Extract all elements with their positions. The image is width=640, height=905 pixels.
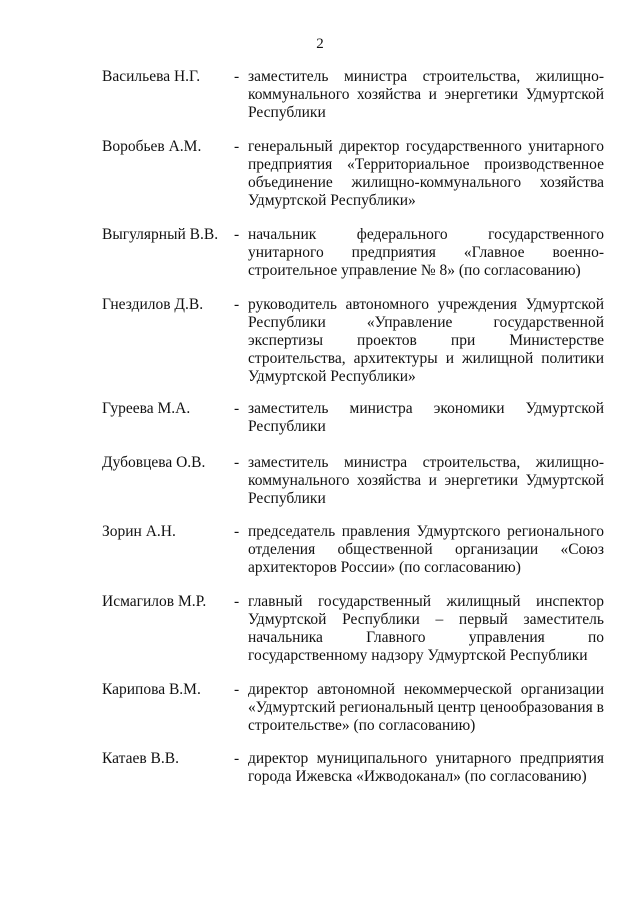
- person-name: Карипова В.М.: [102, 681, 201, 698]
- dash-separator: -: [234, 226, 240, 243]
- person-name: Васильева Н.Г.: [102, 68, 201, 85]
- position-description: начальник федерального государственного унитарного предприятия «Главное военно-строительное управление № 8» (по согласованию): [248, 226, 604, 279]
- person-name: Катаев В.В.: [102, 750, 179, 767]
- position-description: директор автономной некоммерческой организации «Удмуртский региональный центр ценообразования в строительстве» (по согласованию): [248, 681, 604, 734]
- dash-separator: -: [234, 400, 240, 417]
- position-description: директор муниципального унитарного предприятия города Ижевска «Ижводоканал» (по согласованию): [248, 750, 604, 785]
- page-number: 2: [316, 36, 324, 52]
- person-name: Исмагилов М.Р.: [102, 593, 207, 610]
- person-name: Зорин А.Н.: [102, 523, 176, 540]
- dash-separator: -: [234, 296, 240, 313]
- dash-separator: -: [234, 138, 240, 155]
- dash-separator: -: [234, 750, 240, 767]
- dash-separator: -: [234, 681, 240, 698]
- position-description: заместитель министра строительства, жилищно-коммунального хозяйства и энергетики Удмуртской Республики: [248, 454, 604, 507]
- dash-separator: -: [234, 68, 240, 85]
- dash-separator: -: [234, 523, 240, 540]
- person-name: Воробьев А.М.: [102, 138, 202, 155]
- position-description: главный государственный жилищный инспектор Удмуртской Республики – первый заместитель начальника Главного управления по государственному надзору Удмуртской Республики: [248, 593, 604, 664]
- position-description: заместитель министра экономики Удмуртской Республики: [248, 400, 604, 435]
- person-name: Выгулярный В.В.: [102, 226, 219, 243]
- dash-separator: -: [234, 454, 240, 471]
- position-description: генеральный директор государственного унитарного предприятия «Территориальное производственное объединение жилищно-коммунального хозяйства Удмуртской Республики»: [248, 138, 604, 209]
- person-name: Гнездилов Д.В.: [102, 296, 204, 313]
- dash-separator: -: [234, 593, 240, 610]
- person-name: Дубовцева О.В.: [102, 454, 206, 471]
- position-description: председатель правления Удмуртского регионального отделения общественной организации «Союз архитекторов России» (по согласованию): [248, 523, 604, 576]
- person-name: Гуреева М.А.: [102, 400, 191, 417]
- position-description: руководитель автономного учреждения Удмуртской Республики «Управление государственной экспертизы проектов при Министерстве строительства, архитектуры и жилищной политики Удмуртской Республики»: [248, 296, 604, 385]
- position-description: заместитель министра строительства, жилищно-коммунального хозяйства и энергетики Удмуртской Республики: [248, 68, 604, 121]
